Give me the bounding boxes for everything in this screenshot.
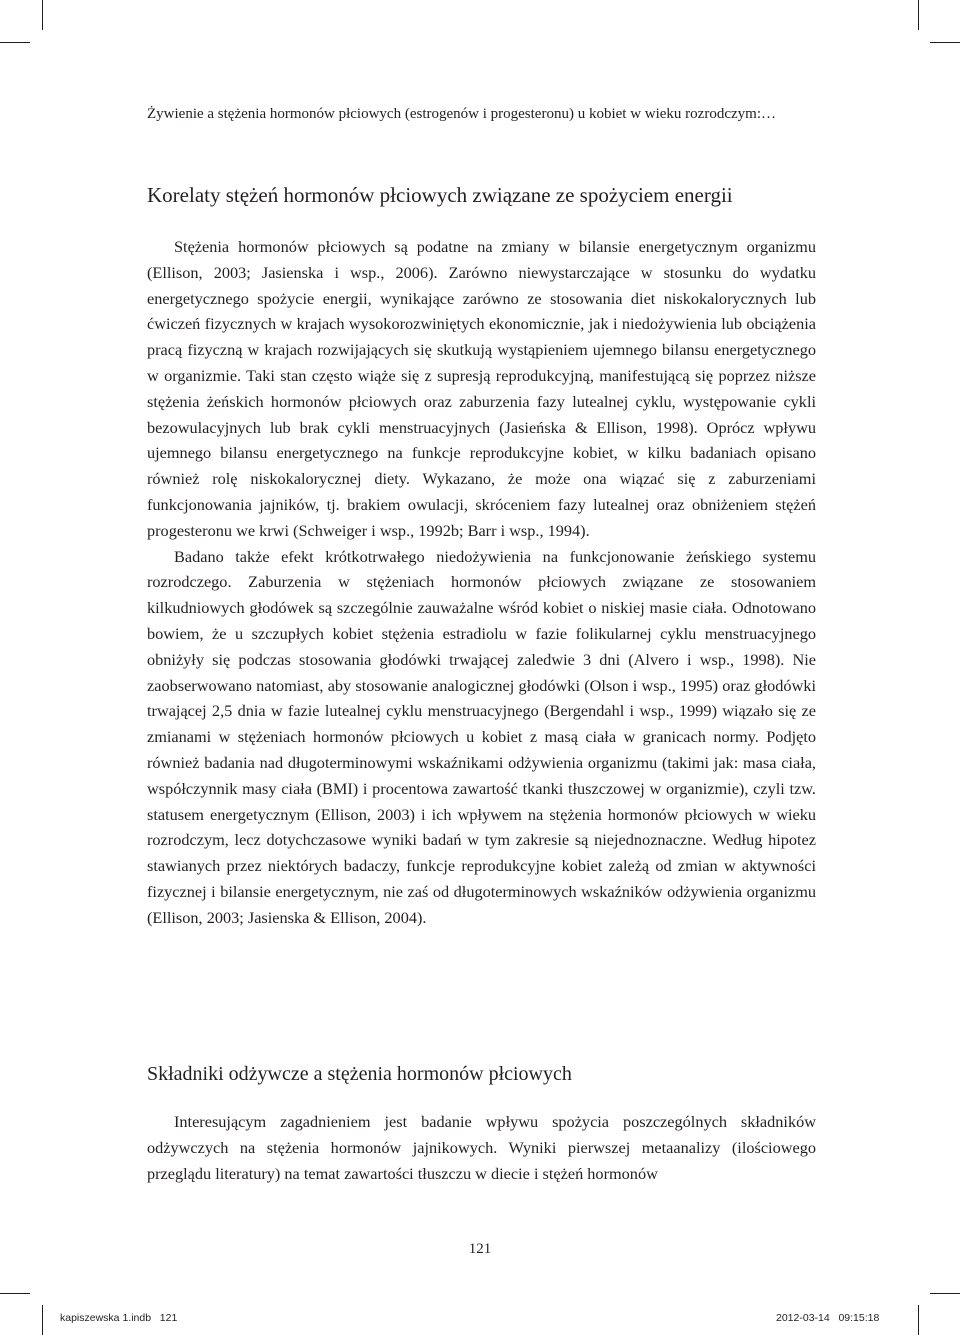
section-title-energy: Korelaty stężeń hormonów płciowych związane ze spożyciem energii (147, 183, 733, 207)
running-head: Żywienie a stężenia hormonów płciowych (estrogenów i progesteronu) u kobiet w wieku rozrodczym:… (147, 106, 776, 122)
paragraph: Interesującym zagadnieniem jest badanie wpływu spożycia poszczególnych składników odżywczych na stężenia hormonów jajnikowych. Wyniki pierwszej metaanalizy (ilościowego przeglądu literatury) na temat zawartości tłuszczu w diecie i stężeń hormonów (147, 1112, 816, 1183)
crop-mark-top-left (42, 0, 43, 30)
crop-mark-top-right (918, 0, 919, 30)
section-title-nutrients: Składniki odżywcze a stężenia hormonów płciowych (147, 1063, 572, 1085)
page-number: 121 (468, 1241, 492, 1257)
section-body-energy (147, 234, 816, 931)
crop-mark-bottom-right-h (930, 1293, 960, 1294)
paragraph: Badano także efekt krótkotrwałego niedożywienia na funkcjonowanie żeńskiego systemu rozrodczego. Zaburzenia w stężeniach hormonów płciowych związane ze stosowaniem kilkudniowych głodówek są szczególnie zauważalne wśród kobiet o niskiej masie ciała. Odnotowano bowiem, że u szczupłych kobiet stężenia estradiolu w fazie folikularnej cyklu menstruacyjnego obniżyły się podczas stosowania głodówki trwającej zaledwie 3 dni (Alvero i wsp., 1998). Nie zaobserwowano natomiast, aby stosowanie analogicznej głodówki (Olson i wsp., 1995) oraz głodówki trwającej 2,5 dnia w fazie lutealnej cyklu menstruacyjnego (Bergendahl i wsp., 1999) wiązało się ze zmianami w stężeniach hormonów płciowych u kobiet z masą ciała w granicach normy. Podjęto również badania nad długoterminowymi wskaźnikami odżywienia organizmu (takimi jak: masa ciała, współczynnik masy ciała (BMI) i procentowa zawartość tkanki tłuszczowej w organizmie), czyli tzw. statusem energetycznym (Ellison, 2003) i ich wpływem na stężenia hormonów płciowych w wieku rozrodczym, lecz dotychczasowe wyniki badań w tym zakresie są niejednoznaczne. Według hipotez stawianych przez niektórych badaczy, funkcje reprodukcyjne kobiet zależą od zmian w aktywności fizycznej i bilansie energetycznym, nie zaś od długoterminowych wskaźników odżywienia organizmu (Ellison, 2003; Jasienska & Ellison, 2004). (147, 546, 816, 927)
crop-mark-bottom-left-h (0, 1293, 30, 1294)
slug-file: kapiszewska 1.indb 121 (60, 1312, 178, 1324)
crop-mark-top-right-h (930, 42, 960, 43)
section-body-nutrients (147, 1109, 816, 1186)
crop-mark-bottom-left (42, 1305, 43, 1335)
slug-timestamp: 2012-03-14 09:15:18 (776, 1312, 880, 1324)
crop-mark-top-left-h (0, 42, 30, 43)
crop-mark-bottom-right (918, 1305, 919, 1335)
paragraph: Stężenia hormonów płciowych są podatne na zmiany w bilansie energetycznym organizmu (Ellison, 2003; Jasienska i wsp., 2006). Zarówno niewystarczające w stosunku do wydatku energetycznego spożycie energii, wynikające zarówno ze stosowania diet niskokalorycznych lub ćwiczeń fizycznych w krajach wysokorozwiniętych ekonomicznie, jak i niedożywienia lub obciążenia pracą fizyczną w krajach rozwijających się skutkują wystąpieniem ujemnego bilansu energetycznego w organizmie. Taki stan często wiąże się z supresją reprodukcyjną, manifestującą się poprzez niższe stężenia żeńskich hormonów płciowych oraz zaburzenia fazy lutealnej cyklu, występowanie cykli bezowulacyjnych lub brak cykli menstruacyjnych (Jasieńska & Ellison, 1998). Oprócz wpływu ujemnego bilansu energetycznego na funkcje reprodukcyjne kobiet, w kilku badaniach opisano również rolę niskokalorycznej diety. Wykazano, że może ona wiązać się z zaburzeniami funkcjonowania jajników, tj. brakiem owulacji, skróceniem fazy lutealnej oraz obniżeniem stężeń progesteronu we krwi (Schweiger i wsp., 1992b; Barr i wsp., 1994). (147, 237, 816, 540)
